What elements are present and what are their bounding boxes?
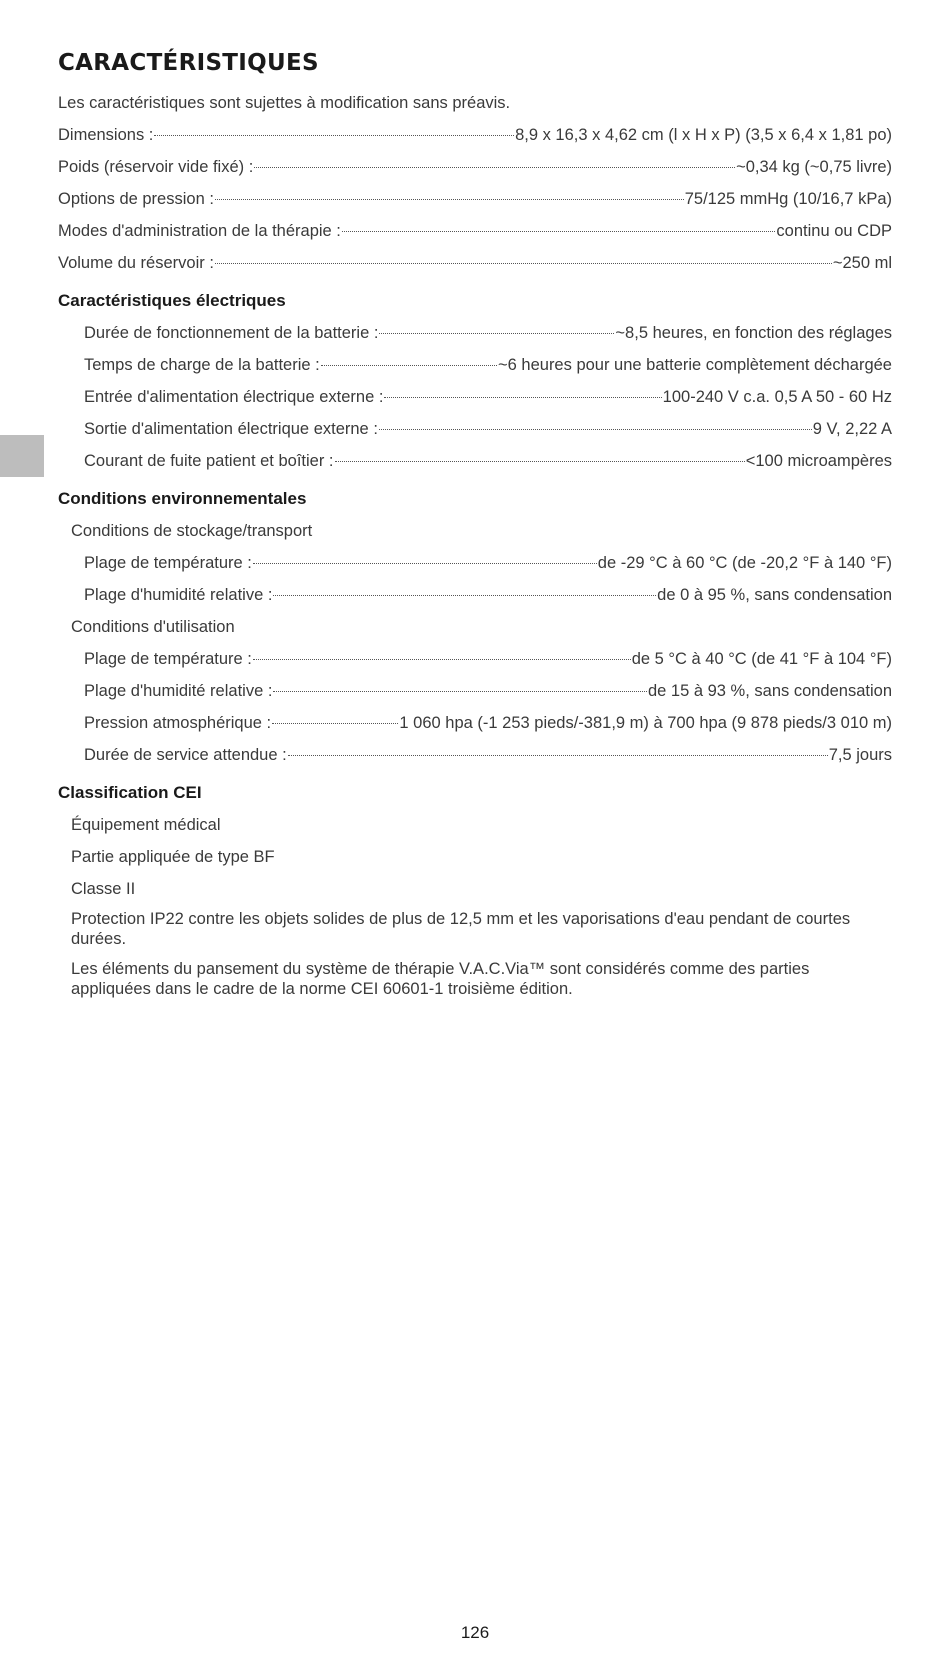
- side-tab-marker: [0, 435, 44, 477]
- spec-value: de 15 à 93 %, sans condensation: [647, 682, 892, 700]
- spec-row-canister-volume: [58, 251, 892, 275]
- dot-leader: [253, 563, 597, 564]
- dot-leader: [321, 365, 497, 366]
- spec-value: ~6 heures pour une batterie complètement déchargée: [498, 356, 892, 374]
- dot-leader: [273, 595, 656, 596]
- spec-row-battery-charge: [58, 353, 892, 377]
- dot-leader: [288, 755, 828, 756]
- dot-leader: [273, 691, 647, 692]
- iec-item: Partie appliquée de type BF: [71, 848, 275, 866]
- iec-item: Équipement médical: [71, 816, 221, 834]
- dot-leader: [253, 659, 631, 660]
- dot-leader: [379, 429, 812, 430]
- spec-label: Plage d'humidité relative :: [84, 682, 273, 700]
- spec-label: Entrée d'alimentation électrique externe :: [84, 388, 384, 406]
- dot-leader: [154, 135, 514, 136]
- dot-leader: [215, 263, 832, 264]
- spec-value: continu ou CDP: [776, 222, 892, 240]
- spec-row-storage-humidity: [58, 583, 892, 607]
- iec-paragraph: Protection IP22 contre les objets solides de plus de 12,5 mm et les vaporisations d'eau pendant de courtes durées.: [71, 910, 851, 948]
- spec-value: 75/125 mmHg (10/16,7 kPa): [684, 190, 892, 208]
- spec-label: Plage de température :: [84, 650, 252, 668]
- subheading-storage: Conditions de stockage/transport: [71, 522, 313, 540]
- spec-row-weight: [58, 155, 892, 179]
- spec-label: Durée de service attendue :: [84, 746, 287, 764]
- spec-row-service-life: [58, 743, 892, 767]
- spec-label: Temps de charge de la batterie :: [84, 356, 320, 374]
- iec-paragraph: Les éléments du pansement du système de thérapie V.A.C.Via™ sont considérés comme des parties appliquées dans le cadre de la norme CEI 60601-1 troisième édition.: [71, 960, 810, 998]
- dot-leader: [272, 723, 398, 724]
- dot-leader: [254, 167, 735, 168]
- spec-value: de 0 à 95 %, sans condensation: [657, 586, 892, 604]
- spec-row-therapy-modes: [58, 219, 892, 243]
- dot-leader: [335, 461, 745, 462]
- section-heading-environment: Conditions environnementales: [58, 489, 307, 508]
- spec-row-battery-runtime: [58, 321, 892, 345]
- spec-label: Pression atmosphérique :: [84, 714, 272, 732]
- spec-row-atmospheric-pressure: [58, 711, 892, 735]
- spec-row-leakage-current: [58, 449, 892, 473]
- dot-leader: [342, 231, 776, 232]
- dot-leader: [379, 333, 614, 334]
- spec-row-power-output: [58, 417, 892, 441]
- spec-value: ~8,5 heures, en fonction des réglages: [615, 324, 892, 342]
- spec-label: Options de pression :: [58, 190, 214, 208]
- spec-label: Modes d'administration de la thérapie :: [58, 222, 341, 240]
- spec-value: de -29 °C à 60 °C (de -20,2 °F à 140 °F): [597, 554, 892, 572]
- spec-value: de 5 °C à 40 °C (de 41 °F à 104 °F): [631, 650, 892, 668]
- spec-label: Courant de fuite patient et boîtier :: [84, 452, 334, 470]
- spec-value: <100 microampères: [745, 452, 892, 470]
- page-number: 126: [460, 1623, 490, 1642]
- spec-label: Durée de fonctionnement de la batterie :: [84, 324, 379, 342]
- spec-value: 9 V, 2,22 A: [812, 420, 892, 438]
- dot-leader: [384, 397, 661, 398]
- spec-value: 8,9 x 16,3 x 4,62 cm (l x H x P) (3,5 x 6,4 x 1,81 po): [515, 126, 892, 144]
- spec-label: Plage de température :: [84, 554, 252, 572]
- section-heading-iec: Classification CEI: [58, 783, 202, 802]
- spec-row-operating-humidity: [58, 679, 892, 703]
- iec-item: Classe II: [71, 880, 136, 898]
- intro-text: Les caractéristiques sont sujettes à modification sans préavis.: [58, 94, 511, 112]
- spec-label: Dimensions :: [58, 126, 154, 144]
- dot-leader: [215, 199, 684, 200]
- spec-row-storage-temperature: [58, 551, 892, 575]
- subheading-operating: Conditions d'utilisation: [71, 618, 235, 636]
- spec-value: 1 060 hpa (-1 253 pieds/-381,9 m) à 700 hpa (9 878 pieds/3 010 m): [399, 714, 892, 732]
- specifications-page: [58, 50, 892, 1009]
- spec-value: ~0,34 kg (~0,75 livre): [736, 158, 892, 176]
- spec-row-power-input: [58, 385, 892, 409]
- section-heading-electrical: Caractéristiques électriques: [58, 291, 286, 310]
- spec-label: Sortie d'alimentation électrique externe :: [84, 420, 378, 438]
- spec-value: ~250 ml: [832, 254, 892, 272]
- spec-value: 100-240 V c.a. 0,5 A 50 - 60 Hz: [662, 388, 892, 406]
- spec-label: Plage d'humidité relative :: [84, 586, 273, 604]
- spec-row-dimensions: [58, 123, 892, 147]
- page-title: CARACTÉRISTIQUES: [58, 50, 319, 76]
- spec-row-pressure-options: [58, 187, 892, 211]
- spec-label: Poids (réservoir vide fixé) :: [58, 158, 254, 176]
- spec-label: Volume du réservoir :: [58, 254, 214, 272]
- spec-value: 7,5 jours: [828, 746, 892, 764]
- spec-row-operating-temperature: [58, 647, 892, 671]
